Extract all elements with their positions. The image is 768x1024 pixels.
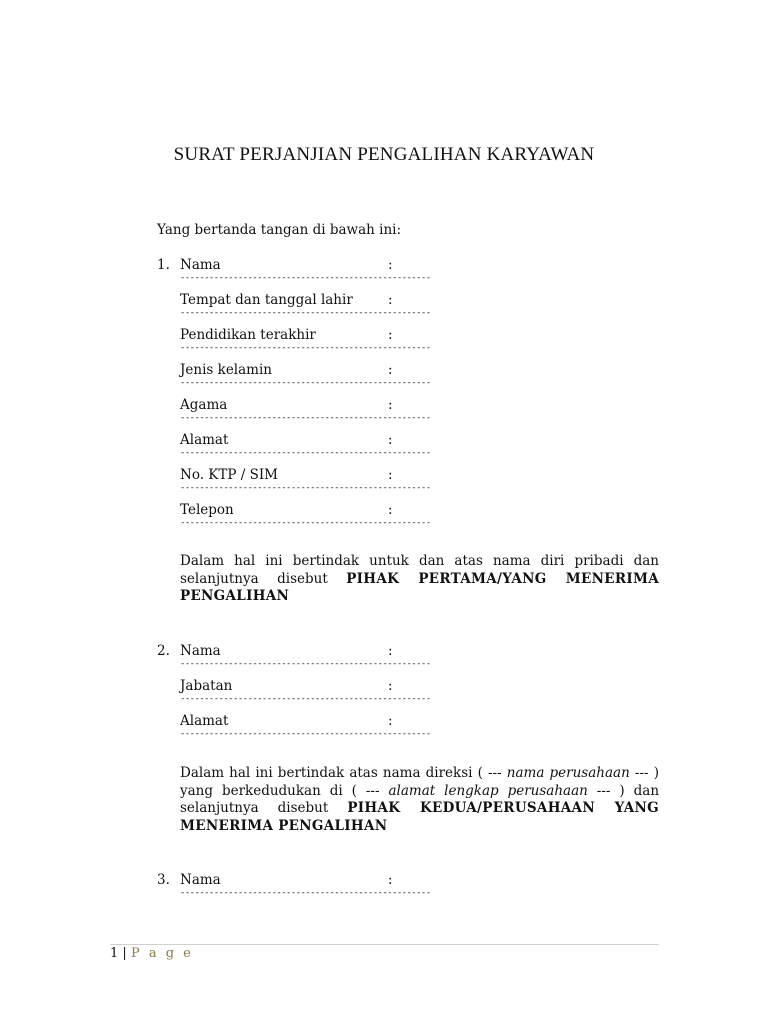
fill-line: ---------------------------------------------------- <box>180 308 431 318</box>
fill-line: ---------------------------------------------------- <box>180 729 431 739</box>
field-label: Alamat <box>180 432 229 448</box>
page-number: 1 <box>110 946 119 961</box>
field-label: Telepon <box>180 502 234 518</box>
field-label: Jenis kelamin <box>180 362 272 378</box>
intro-text: Yang bertanda tangan di bawah ini: <box>157 222 402 238</box>
field-label: Alamat <box>180 713 229 729</box>
field-colon: : <box>388 643 393 659</box>
fill-line: ---------------------------------------------------- <box>180 273 431 283</box>
statement-text: --- ) dan selanjutnya disebut <box>180 782 660 816</box>
footer-divider <box>110 944 659 945</box>
field-label: Agama <box>180 397 228 413</box>
fill-line: ---------------------------------------------------- <box>180 413 431 423</box>
party1-number: 1. <box>157 257 170 273</box>
statement-role: PIHAK PERTAMA/YANG MENERIMA PENGALIHAN <box>180 570 660 604</box>
field-colon: : <box>388 432 393 448</box>
company-address-placeholder: alamat lengkap perusahaan <box>388 782 588 799</box>
field-colon: : <box>388 362 393 378</box>
fill-line: ---------------------------------------------------- <box>180 888 431 898</box>
field-colon: : <box>388 397 393 413</box>
party1-statement <box>180 553 659 606</box>
page-footer <box>110 946 193 961</box>
field-label: Jabatan <box>180 678 233 694</box>
field-label: Nama <box>180 257 221 273</box>
fill-line: ---------------------------------------------------- <box>180 483 431 493</box>
company-name-placeholder: nama perusahaan <box>506 765 630 781</box>
statement-text: Dalam hal ini bertindak untuk dan atas nama diri pribadi dan selanjutnya disebut <box>180 553 659 587</box>
field-label: Pendidikan terakhir <box>180 327 316 343</box>
fill-line: ---------------------------------------------------- <box>180 448 431 458</box>
field-colon: : <box>388 678 393 694</box>
field-colon: : <box>388 257 393 273</box>
page-label: P a g e <box>130 946 194 961</box>
fill-line: ---------------------------------------------------- <box>180 694 431 704</box>
party2-number: 2. <box>157 643 170 659</box>
fill-line: ---------------------------------------------------- <box>180 378 431 388</box>
statement-role: PIHAK KEDUA/PERUSAHAAN YANG MENERIMA PENGALIHAN <box>180 800 659 834</box>
field-colon: : <box>388 872 393 888</box>
statement-text: Dalam hal ini bertindak atas nama direksi ( --- <box>180 765 507 781</box>
field-label: No. KTP / SIM <box>180 467 278 483</box>
field-label: Nama <box>180 643 221 659</box>
field-colon: : <box>388 467 393 483</box>
party3-number: 3. <box>157 872 170 888</box>
field-label: Nama <box>180 872 221 888</box>
field-colon: : <box>388 292 393 308</box>
field-colon: : <box>388 502 393 518</box>
field-colon: : <box>388 327 393 343</box>
party2-statement <box>180 765 659 835</box>
footer-separator: | <box>122 946 127 961</box>
fill-line: ---------------------------------------------------- <box>180 659 431 669</box>
document-title: SURAT PERJANJIAN PENGALIHAN KARYAWAN <box>173 144 595 165</box>
field-colon: : <box>388 713 393 729</box>
fill-line: ---------------------------------------------------- <box>180 518 431 528</box>
field-label: Tempat dan tanggal lahir <box>180 292 353 308</box>
statement-text: --- ) yang berkedudukan di ( --- <box>180 765 659 799</box>
fill-line: ---------------------------------------------------- <box>180 343 431 353</box>
